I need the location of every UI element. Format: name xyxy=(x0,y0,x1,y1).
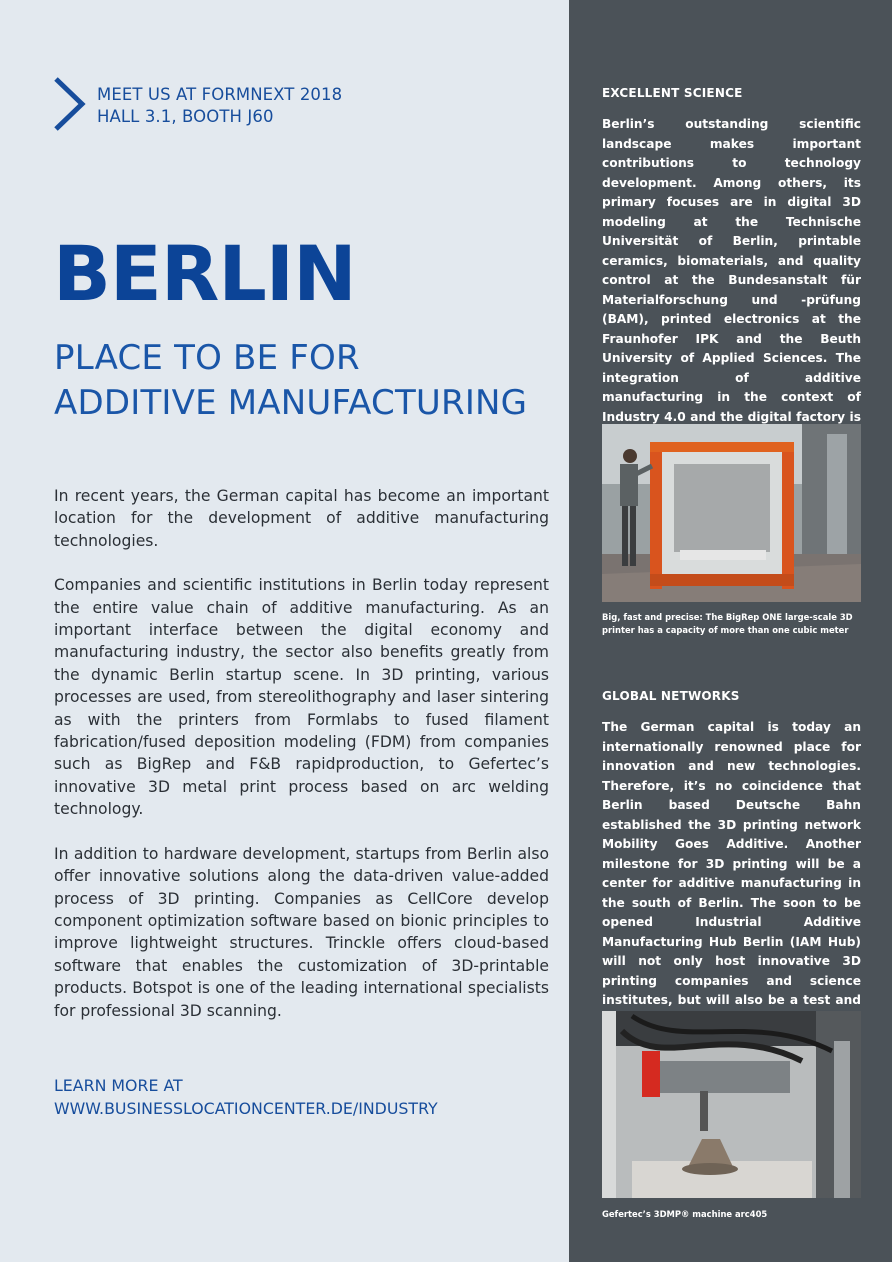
paragraph: In recent years, the German capital has become an important location for the development of additive manufacturing technologies. xyxy=(54,487,549,550)
section-heading: GLOBAL NETWORKS xyxy=(602,689,740,703)
paragraph: In addition to hardware development, startups from Berlin also offer innovative solutions along the data-driven value-added process of 3D printing. Companies as CellCore develop component optimization software based on bionic principles to improve lightweight structures. Trinckle offers cloud-based software that enables the customization of 3D-printable products. Botspot is one of the leading international specialists for professional 3D scanning. xyxy=(54,844,549,1020)
printer-illustration xyxy=(602,424,861,602)
chevron-right-icon xyxy=(52,76,86,132)
page-subtitle xyxy=(54,336,527,426)
body-text xyxy=(54,485,549,1044)
section-text: Berlin’s outstanding scientific landscape makes important contributions to technology development. Among others, its primary focuses are in digital 3D modeling at the Technische Universität of Berlin, printable ceramics, biomaterials, and quality control at the Bundesanstalt für Materialforschung und -prüfung (BAM), printed electronics at the Fraunhofer IPK and the Beuth University of Applied Sciences. The integration of additive manufacturing in the context of Industry 4.0 and the digital factory is xyxy=(602,117,861,424)
subtitle-line: ADDITIVE MANUFACTURING xyxy=(54,383,528,423)
learn-more-link[interactable]: WWW.BUSINESSLOCATIONCENTER.DE/INDUSTRY xyxy=(54,1098,438,1118)
event-line: MEET US AT FORMNEXT 2018 xyxy=(97,85,343,104)
learn-more xyxy=(54,1075,438,1120)
learn-more-label: LEARN MORE AT xyxy=(54,1076,183,1095)
section-text: The German capital is today an internationally renowned place for innovation and new technologies. Therefore, it’s no coincidence that Berlin based Deutsche Bahn established the 3D printing network Mobility Goes Additive. Another milestone for 3D printing will be a center for additive manufacturing in the south of Berlin. The soon to be opened Industrial Additive Manufacturing Hub Berlin (IAM Hub) will not only host innovative 3D printing companies and science institutes, but will also be a test and xyxy=(602,720,861,1007)
machine-illustration xyxy=(602,1011,861,1198)
event-notice xyxy=(97,84,342,128)
networks-section xyxy=(602,688,861,1050)
science-section xyxy=(602,85,861,466)
booth-line: HALL 3.1, BOOTH J60 xyxy=(97,107,274,126)
section-heading: EXCELLENT SCIENCE xyxy=(602,86,743,100)
page-title: BERLIN xyxy=(53,229,356,318)
gefertec-machine-photo xyxy=(602,1011,861,1198)
bigrep-printer-photo xyxy=(602,424,861,602)
photo-caption: Big, fast and precise: The BigRep ONE large-scale 3D printer has a capacity of more than one cubic meter xyxy=(602,612,853,635)
photo-caption: Gefertec’s 3DMP® machine arc405 xyxy=(602,1209,768,1219)
subtitle-line: PLACE TO BE FOR xyxy=(54,338,360,378)
paragraph: Companies and scientific institutions in Berlin today represent the entire value chain of additive manufacturing. As an important interface between the digital economy and manufacturing industry, the sector also benefits greatly from the dynamic Berlin startup scene. In 3D printing, various processes are used, from stereolithography and laser sintering as with the printers from Formlabs to fused filament fabrication/fused deposition modeling (FDM) from companies such as BigRep and F&B rapidproduction, to Gefertec’s innovative 3D metal print process based on arc welding technology. xyxy=(54,576,549,819)
